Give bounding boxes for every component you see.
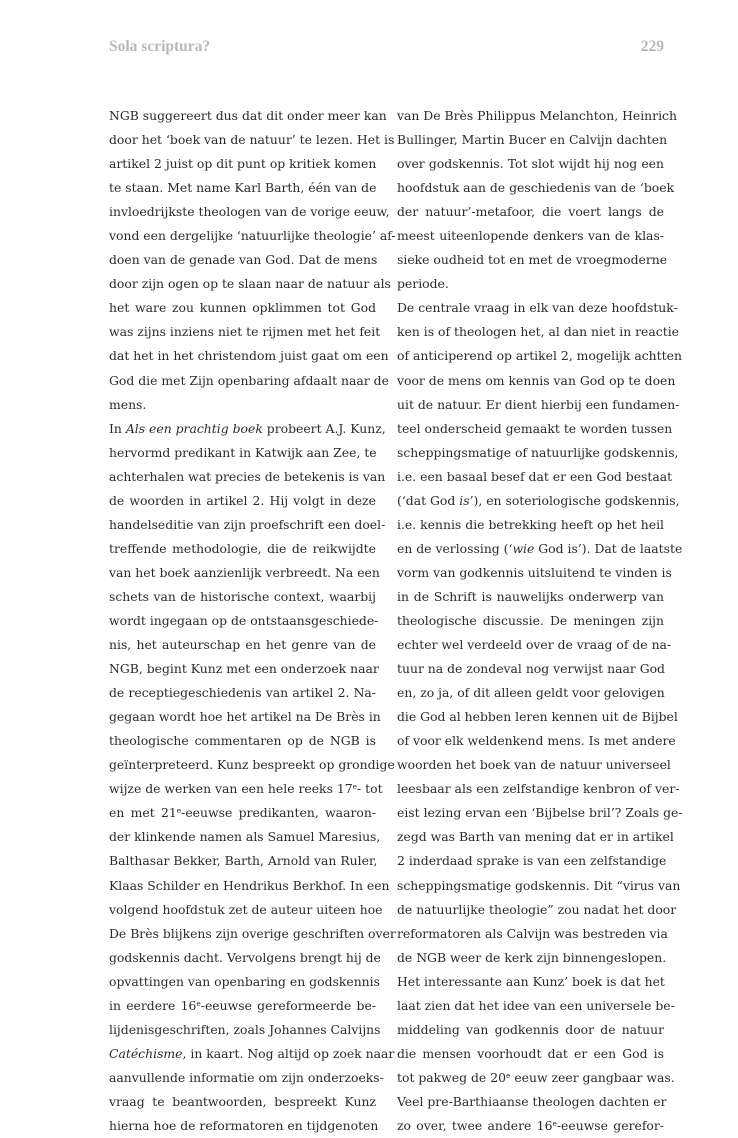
text-line: eist lezing ervan een ‘Bijbelse bril’? Zoals ge- xyxy=(397,805,683,821)
superscript: e xyxy=(352,782,358,792)
superscript: e xyxy=(176,806,182,816)
text-line: lijdenisgeschriften, zoals Johannes Calvijns xyxy=(109,1021,381,1037)
text-line: der klinkende namen als Samuel Maresius, xyxy=(109,829,381,845)
text-line: Catéchisme, in kaart. Nog altijd op zoek naar xyxy=(109,1045,395,1061)
text-line: middeling van godkennis door de natuur xyxy=(397,1021,664,1037)
text-line: en met 21e-eeuwse predikanten, waaron- xyxy=(109,805,376,821)
text-line: hierna hoe de reformatoren en tijdgenoten xyxy=(109,1117,379,1133)
text-line: theologische discussie. De meningen zijn xyxy=(397,612,664,628)
text-line: laat zien dat het idee van een universele be- xyxy=(397,997,675,1013)
text-line: of voor elk weldenkend mens. Is met andere xyxy=(397,733,676,749)
text-line: het ware zou kunnen opklimmen tot God xyxy=(109,300,376,316)
text-line: handelseditie van zijn proefschrift een doel- xyxy=(109,516,386,532)
text-line: opvattingen van openbaring en godskennis xyxy=(109,973,380,989)
text-line: doen van de genade van God. Dat de mens xyxy=(109,252,378,268)
text-line: uit de natuur. Er dient hierbij een fundamen- xyxy=(397,396,680,412)
text-line: artikel 2 juist op dit punt op kritiek komen xyxy=(109,156,377,172)
text-line: Het interessante aan Kunz’ boek is dat het xyxy=(397,973,665,989)
text-line: scheppingsmatige of natuurlijke godskennis, xyxy=(397,444,679,460)
text-line: was zijns inziens niet te rijmen met het feit xyxy=(109,324,381,340)
italic-text: wie xyxy=(512,540,535,556)
text-line: godskennis dacht. Vervolgens brengt hij de xyxy=(109,949,381,965)
text-line: achterhalen wat precies de betekenis is van xyxy=(109,468,386,484)
text-line: de natuurlijke theologie” zou nadat het door xyxy=(397,901,677,917)
left-text-column xyxy=(109,104,396,1138)
text-line: echter wel verdeeld over de vraag of de na- xyxy=(397,637,672,653)
text-line: De centrale vraag in elk van deze hoofdstuk- xyxy=(397,300,678,316)
text-line: scheppingsmatige godskennis. Dit “virus van xyxy=(397,877,681,893)
text-line: Klaas Schilder en Hendrikus Berkhof. In een xyxy=(109,877,390,893)
text-line: tuur na de zondeval nog verwijst naar God xyxy=(397,661,665,677)
text-line: God die met Zijn openbaring afdaalt naar de xyxy=(109,372,389,388)
superscript: e xyxy=(505,1070,511,1080)
text-line: i.e. kennis die betrekking heeft op het heil xyxy=(397,516,664,532)
text-line: tot pakweg de 20e eeuw zeer gangbaar was. xyxy=(397,1069,675,1085)
text-line: teel onderscheid gemaakt te worden tussen xyxy=(397,420,673,436)
text-line: i.e. een basaal besef dat er een God bestaat xyxy=(397,468,673,484)
text-line: theologische commentaren op de NGB is xyxy=(109,733,376,749)
text-line: van De Brès Philippus Melanchton, Heinrich xyxy=(397,108,677,123)
text-line: over godskennis. Tot slot wijdt hij nog een xyxy=(397,156,664,172)
text-line: die mensen voorhoudt dat er een God is xyxy=(397,1045,664,1061)
text-line: hoofdstuk aan de geschiedenis van de ‘boek xyxy=(397,180,675,196)
text-line: wijze de werken van een hele reeks 17e- tot xyxy=(109,781,383,797)
italic-text: is xyxy=(459,492,470,508)
text-line: hervormd predikant in Katwijk aan Zee, te xyxy=(109,444,377,460)
text-line: vorm van godkennis uitsluitend te vinden is xyxy=(397,564,672,580)
text-line: invloedrijkste theologen van de vorige eeuw, xyxy=(109,204,390,220)
text-line: de woorden in artikel 2. Hij volgt in deze xyxy=(109,492,376,508)
text-line: volgend hoofdstuk zet de auteur uiteen hoe xyxy=(109,901,383,917)
text-line: vraag te beantwoorden, bespreekt Kunz xyxy=(109,1093,376,1109)
text-line: geïnterpreteerd. Kunz bespreekt op grondige xyxy=(109,757,395,773)
text-line: en de verlossing (‘wie God is’). Dat de laatste xyxy=(397,540,683,556)
text-line: aanvullende informatie om zijn onderzoeks- xyxy=(109,1069,384,1085)
text-line: vond een dergelijke ‘natuurlijke theologie’ af- xyxy=(109,228,396,244)
text-line: De Brès blijkens zijn overige geschriften over xyxy=(109,925,396,941)
right-text-column xyxy=(397,104,683,1138)
text-line: sieke oudheid tot en met de vroegmoderne xyxy=(397,252,668,268)
text-line: leesbaar als een zelfstandige kenbron of ver- xyxy=(397,781,680,797)
text-line: woorden het boek van de natuur universeel xyxy=(397,757,671,773)
text-line: Balthasar Bekker, Barth, Arnold van Ruler, xyxy=(109,853,378,869)
superscript: e xyxy=(552,1118,557,1128)
text-line: de receptiegeschiedenis van artikel 2. Na- xyxy=(109,685,376,701)
text-line: zo over, twee andere 16e-eeuwse gerefor- xyxy=(397,1117,664,1133)
text-line: meest uiteenlopende denkers van de klas- xyxy=(397,228,664,244)
text-line: ken is of theologen het, al dan niet in reactie xyxy=(397,324,679,340)
text-line: zegd was Barth van mening dat er in artikel xyxy=(397,829,674,845)
text-line: in eerdere 16e-eeuwse gereformeerde be- xyxy=(109,997,376,1013)
text-line: der natuur’-metafoor, die voert langs de xyxy=(397,204,664,220)
text-line: 2 inderdaad sprake is van een zelfstandige xyxy=(397,853,667,869)
text-line: die God al hebben leren kennen uit de Bijbel xyxy=(397,709,678,725)
text-line: en, zo ja, of dit alleen geldt voor gelovigen xyxy=(397,685,665,701)
page-number: 229 xyxy=(640,38,664,55)
text-line: mens. xyxy=(109,396,147,412)
text-line: nis, het auteurschap en het genre van de xyxy=(109,637,376,653)
text-line: reformatoren als Calvijn was bestreden via xyxy=(397,925,668,941)
text-line: door het ‘boek van de natuur’ te lezen. Het is xyxy=(109,132,395,148)
text-line: dat het in het christendom juist gaat om een xyxy=(109,348,389,364)
text-line: NGB suggereert dus dat dit onder meer kan xyxy=(109,108,387,123)
text-line: (‘dat God is’), en soteriologische godskennis, xyxy=(397,492,680,508)
text-line: NGB, begint Kunz met een onderzoek naar xyxy=(109,661,379,677)
text-line: de NGB weer de kerk zijn binnengeslopen. xyxy=(397,949,667,965)
text-line: treffende methodologie, die de reikwijdte xyxy=(109,540,376,556)
text-line: Veel pre-Barthiaanse theologen dachten er xyxy=(397,1093,667,1109)
text-line: door zijn ogen op te slaan naar de natuur als xyxy=(109,276,391,292)
running-title: Sola scriptura? xyxy=(109,38,211,55)
text-line: te staan. Met name Karl Barth, één van de xyxy=(109,180,377,196)
superscript: e xyxy=(196,998,201,1008)
text-line: van het boek aanzienlijk verbreedt. Na een xyxy=(109,564,380,580)
text-line: in de Schrift is nauwelijks onderwerp van xyxy=(397,588,664,604)
text-line: In Als een prachtig boek probeert A.J. Kunz, xyxy=(109,420,386,436)
text-line: schets van de historische context, waarbij xyxy=(109,588,376,604)
text-line: voor de mens om kennis van God op te doen xyxy=(397,372,676,388)
italic-text: Als een prachtig boek xyxy=(125,420,263,436)
text-line: of anticiperend op artikel 2, mogelijk achtten xyxy=(397,348,682,364)
running-head xyxy=(109,38,664,60)
italic-text: Catéchisme xyxy=(109,1045,183,1061)
text-line: periode. xyxy=(397,276,449,292)
text-line: wordt ingegaan op de ontstaansgeschiede- xyxy=(109,612,379,628)
text-line: gegaan wordt hoe het artikel na De Brès in xyxy=(109,709,381,725)
text-line: Bullinger, Martin Bucer en Calvijn dachten xyxy=(397,132,668,148)
